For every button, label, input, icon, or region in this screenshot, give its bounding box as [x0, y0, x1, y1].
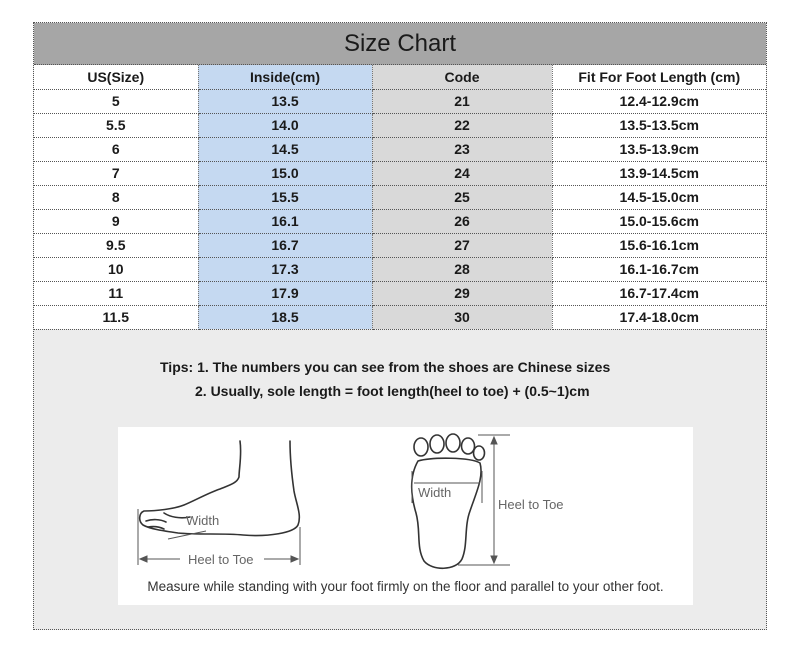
table-row — [34, 89, 766, 113]
cell-foot-length: 13.5-13.9cm — [552, 137, 766, 161]
foot-diagram-svg — [118, 427, 693, 577]
cell-inside-cm: 18.5 — [198, 305, 372, 329]
table-row — [34, 137, 766, 161]
cell-foot-length: 16.7-17.4cm — [552, 281, 766, 305]
table-row — [34, 113, 766, 137]
cell-code: 23 — [372, 137, 552, 161]
table-row — [34, 305, 766, 329]
cell-code: 22 — [372, 113, 552, 137]
table-header-row — [34, 65, 766, 89]
cell-inside-cm: 15.0 — [198, 161, 372, 185]
cell-code: 24 — [372, 161, 552, 185]
cell-us-size: 10 — [34, 257, 198, 281]
cell-code: 27 — [372, 233, 552, 257]
side-width-label: Width — [186, 513, 220, 528]
sole-foot-icon — [412, 434, 485, 568]
cell-us-size: 9 — [34, 209, 198, 233]
cell-foot-length: 14.5-15.0cm — [552, 185, 766, 209]
cell-us-size: 5 — [34, 89, 198, 113]
cell-code: 29 — [372, 281, 552, 305]
cell-us-size: 6 — [34, 137, 198, 161]
cell-foot-length: 15.6-16.1cm — [552, 233, 766, 257]
table-row — [34, 233, 766, 257]
cell-inside-cm: 13.5 — [198, 89, 372, 113]
cell-us-size: 11.5 — [34, 305, 198, 329]
header-code: Code — [372, 65, 552, 89]
side-foot-icon — [140, 441, 300, 536]
cell-foot-length: 12.4-12.9cm — [552, 89, 766, 113]
cell-inside-cm: 16.7 — [198, 233, 372, 257]
chart-title: Size Chart — [34, 23, 766, 65]
tip-line-1: Tips: 1. The numbers you can see from the shoes are Chinese sizes — [160, 359, 611, 375]
table-row — [34, 161, 766, 185]
table-row — [34, 257, 766, 281]
size-table — [34, 65, 766, 330]
cell-us-size: 5.5 — [34, 113, 198, 137]
measurement-note: Measure while standing with your foot firmly on the floor and parallel to your other foot. — [147, 579, 664, 594]
side-length-label: Heel to Toe — [188, 552, 254, 567]
cell-code: 28 — [372, 257, 552, 281]
sole-width-label: Width — [418, 485, 452, 500]
table-row — [34, 185, 766, 209]
cell-inside-cm: 16.1 — [198, 209, 372, 233]
cell-us-size: 11 — [34, 281, 198, 305]
cell-foot-length: 13.5-13.5cm — [552, 113, 766, 137]
header-foot-length: Fit For Foot Length (cm) — [552, 65, 766, 89]
cell-us-size: 8 — [34, 185, 198, 209]
tip-line-2: 2. Usually, sole length = foot length(heel to toe) + (0.5~1)cm — [195, 383, 590, 399]
size-chart-frame — [33, 22, 767, 630]
table-row — [34, 281, 766, 305]
header-us-size: US(Size) — [34, 65, 198, 89]
cell-code: 30 — [372, 305, 552, 329]
cell-foot-length: 13.9-14.5cm — [552, 161, 766, 185]
cell-code: 21 — [372, 89, 552, 113]
cell-foot-length: 17.4-18.0cm — [552, 305, 766, 329]
cell-inside-cm: 14.5 — [198, 137, 372, 161]
cell-inside-cm: 15.5 — [198, 185, 372, 209]
cell-foot-length: 15.0-15.6cm — [552, 209, 766, 233]
cell-foot-length: 16.1-16.7cm — [552, 257, 766, 281]
cell-us-size: 7 — [34, 161, 198, 185]
table-row — [34, 209, 766, 233]
cell-us-size: 9.5 — [34, 233, 198, 257]
cell-inside-cm: 17.9 — [198, 281, 372, 305]
header-inside-cm: Inside(cm) — [198, 65, 372, 89]
cell-code: 25 — [372, 185, 552, 209]
cell-code: 26 — [372, 209, 552, 233]
measurement-diagram — [118, 427, 693, 605]
sole-length-label: Heel to Toe — [498, 497, 564, 512]
cell-inside-cm: 17.3 — [198, 257, 372, 281]
cell-inside-cm: 14.0 — [198, 113, 372, 137]
